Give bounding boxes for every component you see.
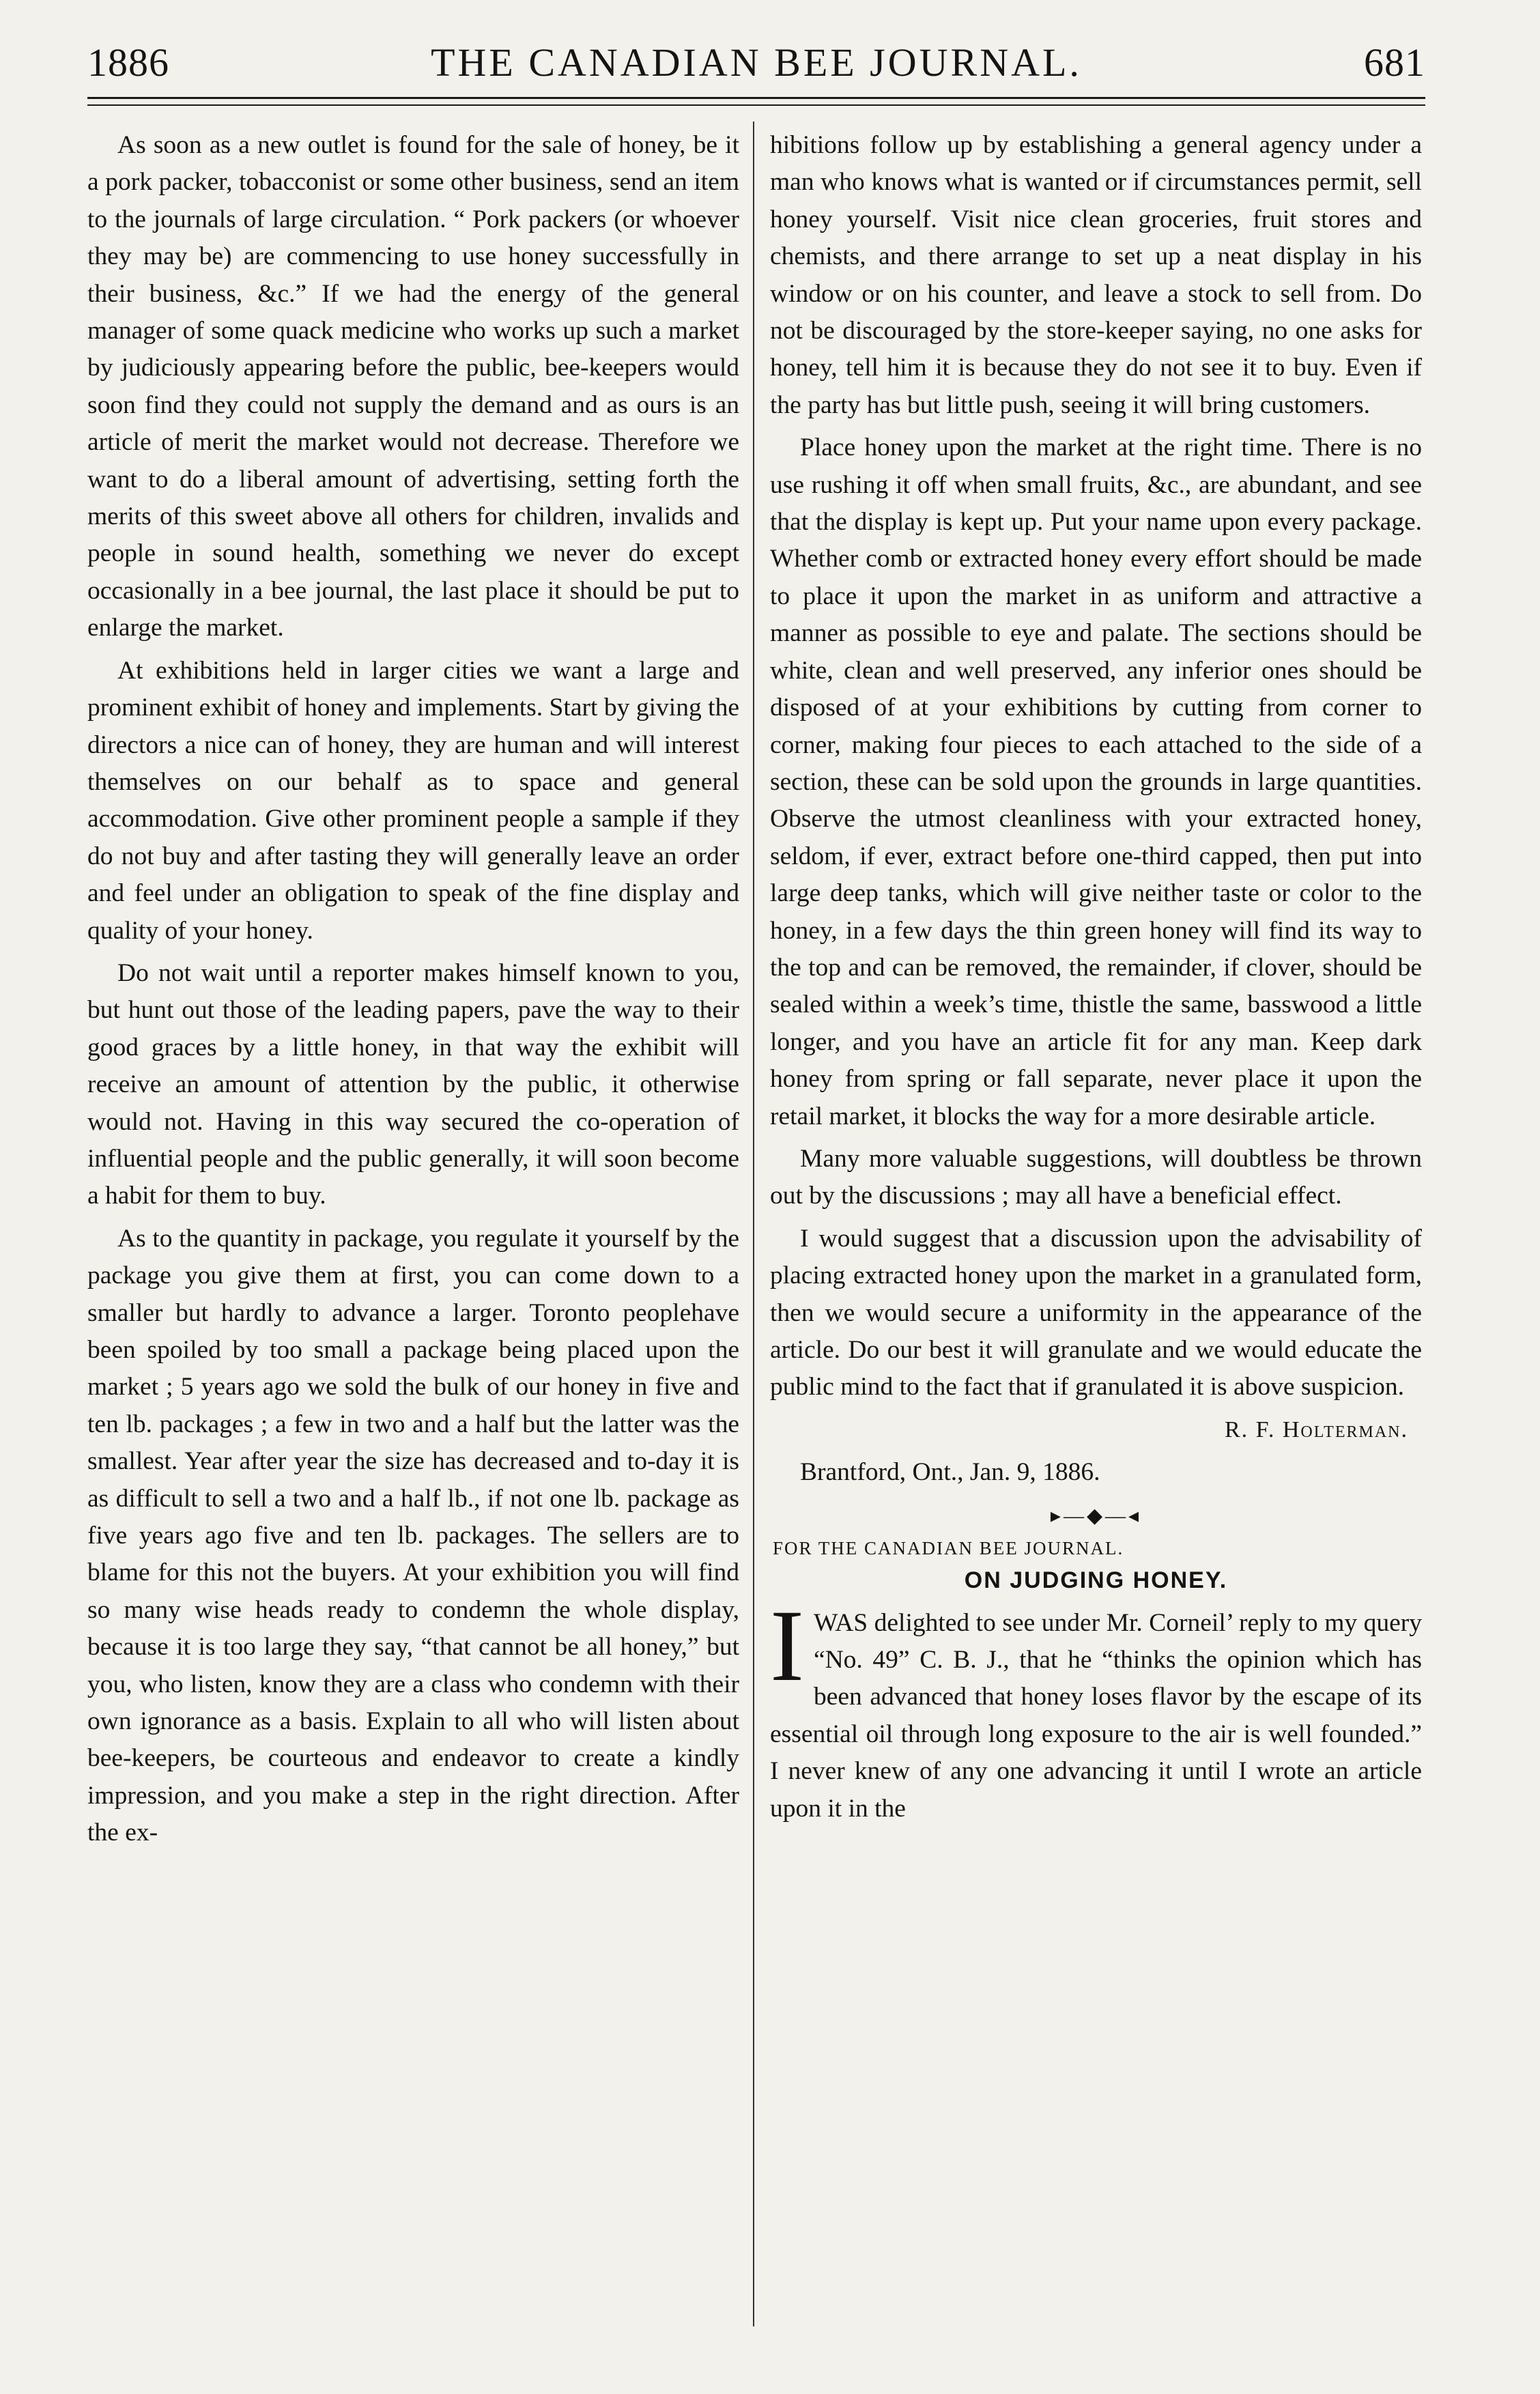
header-year: 1886: [87, 40, 169, 85]
paragraph: Many more valuable suggestions, will doubtless be thrown out by the discussions ; may all have a beneficial effect.: [770, 1144, 1422, 1210]
paragraph: Do not wait until a reporter makes himself known to you, but hunt out those of the leading papers, pave the way to their good graces by a little honey, in that way the exhibit will receive an amount of attention by the public, it otherwise would not. Having in this way secured the co-operation of influential people and the public generally, it will soon become a habit for them to buy.: [87, 958, 739, 1210]
right-column: [770, 127, 1422, 1833]
paragraph: I would suggest that a discussion upon the advisability of placing extracted honey upon the market in a granulated form, then we would secure a uniformity in the appearance of the article. Do our best it will granulate and we would educate the public mind to the fact that if granulated it is above suspicion.: [770, 1224, 1422, 1401]
section-ornament: ▸—◆—◂: [1050, 1504, 1142, 1527]
header-rule-thin: [87, 104, 1425, 106]
left-column: [87, 127, 739, 1857]
page-header: [87, 35, 1425, 90]
attribution-line: FOR THE CANADIAN BEE JOURNAL.: [773, 1537, 1124, 1558]
article-text: WAS delighted to see under Mr. Corneil’ reply to my query “No. 49” C. B. J., that he “thinks the opinion which has been advanced that honey loses flavor by the escape of its essential oil through long exposure to the air is well founded.” I never knew of any one advancing it until I wrote an article upon it in the: [770, 1608, 1422, 1823]
header-rule-thick: [87, 97, 1425, 99]
journal-title: THE CANADIAN BEE JOURNAL.: [431, 40, 1082, 85]
column-divider: [753, 122, 754, 2326]
article-heading: ON JUDGING HONEY.: [964, 1567, 1228, 1593]
paragraph: At exhibitions held in larger cities we want a large and prominent exhibit of honey and implements. Start by giving the directors a nice can of honey, they are human and will interest themselves on our behalf as to space and general accommodation. Give other prominent people a sample if they do not buy and after tasting they will generally leave an order and feel under an obligation to speak of the fine display and quality of your honey.: [87, 656, 739, 945]
paragraph: Place honey upon the market at the right time. There is no use rushing it off when small fruits, &c., are abundant, and see that the display is kept up. Put your name upon every package. Whether comb or extracted honey every effort should be made to place it upon the market in as uniform and attractive a manner as possible to eye and palate. The sections should be white, clean and well preserved, any inferior ones should be disposed of at your exhibitions by cutting from corner to corner, making four pieces to each attached to the side of a section, these can be sold upon the grounds in large quantities. Observe the utmost cleanliness with your extracted honey, seldom, if ever, extract before one-third capped, then put into large deep tanks, which will give neither taste or color to the honey, in a few days the thin green honey will find its way to the top and can be removed, the remainder, if clover, should be sealed within a week’s time, thistle the same, basswood a little longer, and you have an article fit for any man. Keep dark honey from spring or fall separate, never place it upon the retail market, it blocks the way for a more desirable article.: [770, 433, 1422, 1130]
paragraph: As soon as a new outlet is found for the sale of honey, be it a pork packer, tobacconist or some other business, send an item to the journals of large circulation. “ Pork packers (or whoever they may be) are commencing to use honey successfully in their business, &c.” If we had the energy of the general manager of some quack medicine who works up such a market by judiciously appearing before the public, bee-keepers would soon find they could not supply the demand and as ours is an article of merit the market would not decrease. Therefore we want to do a liberal amount of advertising, setting forth the merits of this sweet above all others for children, invalids and people in sound health, something we never do except occasionally in a bee journal, the last place it should be put to enlarge the market.: [87, 131, 739, 642]
dateline: Brantford, Ont., Jan. 9, 1886.: [800, 1458, 1100, 1487]
paragraph: As to the quantity in package, you regulate it yourself by the package you give them at first, you can come down to a smaller but hardly to advance a larger. Toronto peoplehave been spoiled by too small a package being placed upon the market ; 5 years ago we sold the bulk of our honey in five and ten lb. packages ; a few in two and a half but the latter was the smallest. Year after year the size has decreased and to-day it is as difficult to sell a two and a half lb., if not one lb. package as five years ago five and ten lb. packages. The sellers are to blame for this not the buyers. At your exhibition you will find so many wise heads ready to condemn the whole display, because it is too large they say, “that cannot be all honey,” but you, who listen, know they are a class who condemn with their own ignorance as a basis. Explain to all who will listen about bee-keepers, be courteous and endeavor to create a kindly impression, and you make a step in the right direction. After the ex-: [87, 1224, 739, 1847]
page-number: 681: [1364, 40, 1425, 85]
paragraph-continuation: hibitions follow up by establishing a general agency under a man who knows what is wanted or if circumstances permit, sell honey yourself. Visit nice clean groceries, fruit stores and chemists, and there arrange to set up a neat display in his window or on his counter, and leave a stock to sell from. Do not be discouraged by the store-keeper saying, no one asks for honey, tell him it is because they do not see it to buy. Even if the party has but little push, seeing it will bring customers.: [770, 131, 1422, 419]
author-signature: R. F. Holterman.: [1224, 1416, 1408, 1442]
article-paragraph: [770, 1588, 1422, 1827]
drop-cap: I: [770, 1588, 804, 1702]
